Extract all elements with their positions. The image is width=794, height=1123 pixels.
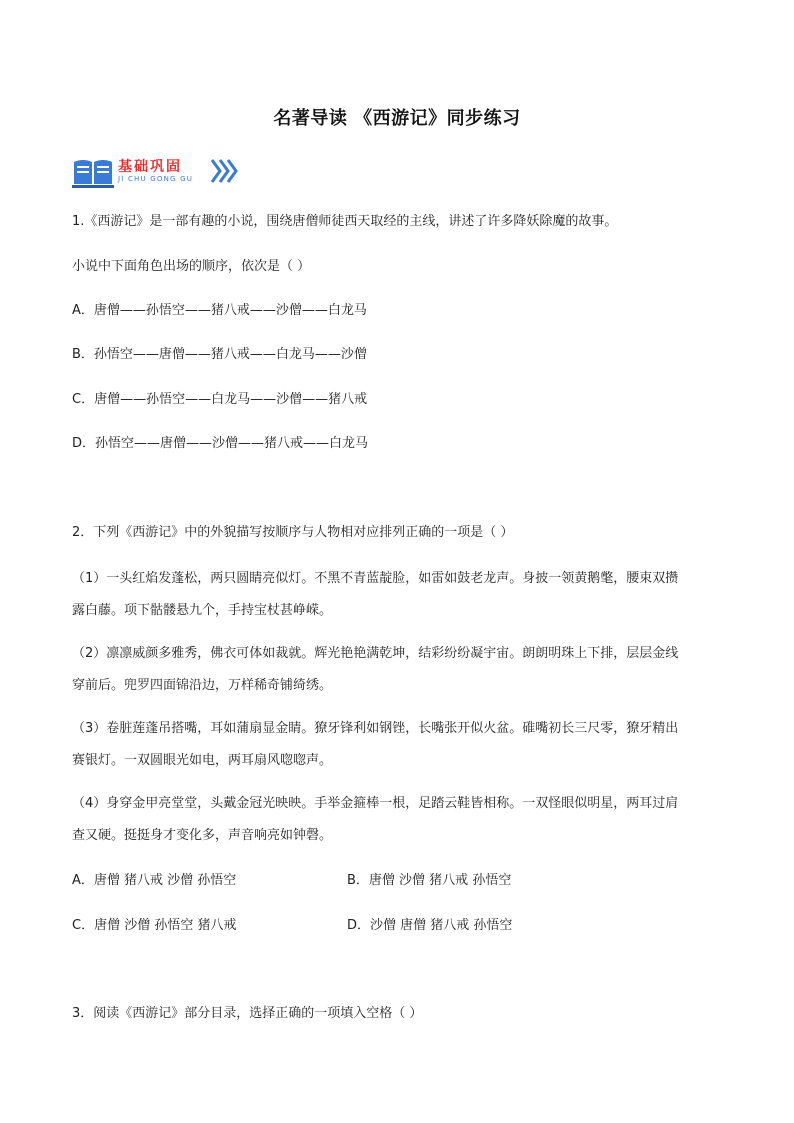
open-book-icon xyxy=(72,156,114,188)
q2-option-a: A．唐僧 猪八戒 沙僧 孙悟空 xyxy=(72,873,237,888)
chevron-right-icon xyxy=(210,158,238,184)
q2-passage-4-line-1: （4）身穿金甲亮堂堂，头戴金冠光映映。手举金箍棒一根，足踏云鞋皆相称。一双怪眼似明星，两耳过肩 xyxy=(72,796,679,811)
q1-option-a: A．唐僧——孙悟空——猪八戒——沙僧——白龙马 xyxy=(72,303,367,318)
q1-prompt: 小说中下面角色出场的顺序，依次是（ ） xyxy=(72,259,311,274)
q2-passage-2-line-2: 穿前后。兜罗四面锦沿边，万样稀奇铺绮绣。 xyxy=(72,678,333,693)
section-badge xyxy=(72,154,242,190)
q2-option-d: D．沙僧 唐僧 猪八戒 孙悟空 xyxy=(347,918,513,933)
q2-passage-1-line-1: （1）一头红焰发蓬松，两只圆睛亮似灯。不黑不青蓝靛脸，如雷如鼓老龙声。身披一领黄鹅氅，腰束双攒 xyxy=(72,571,679,586)
q2-option-b: B．唐僧 沙僧 猪八戒 孙悟空 xyxy=(347,873,512,888)
q1-option-b: B．孙悟空——唐僧——猪八戒——白龙马——沙僧 xyxy=(72,347,367,362)
q2-passage-1-line-2: 露白藤。项下骷髅悬九个，手持宝杖甚峥嵘。 xyxy=(72,603,333,618)
q1-stem: 1.《西游记》是一部有趣的小说，围绕唐僧师徒西天取经的主线，讲述了许多降妖除魔的故事。 xyxy=(72,214,618,229)
q2-option-c: C．唐僧 沙僧 孙悟空 猪八戒 xyxy=(72,918,237,933)
q2-passage-3-line-1: （3）卷脏莲蓬吊搭嘴，耳如蒲扇显金睛。獠牙锋利如钢锉，长嘴张开似火盆。碓嘴初长三尺零，獠牙精出 xyxy=(72,721,679,736)
q2-passage-4-line-2: 查又硬。挺挺身才变化多，声音响亮如钟磬。 xyxy=(72,828,333,843)
section-title: 基础巩固 xyxy=(118,159,182,175)
q3-stem: 3．阅读《西游记》部分目录，选择正确的一项填入空格（ ） xyxy=(72,1006,423,1021)
q2-passage-3-line-2: 赛银灯。一双圆眼光如电，两耳扇风唿唿声。 xyxy=(72,753,333,768)
page-title: 名著导读 《西游记》同步练习 xyxy=(273,108,521,129)
q1-option-d: D．孙悟空——唐僧——沙僧——猪八戒——白龙马 xyxy=(72,436,369,451)
q1-option-c: C．唐僧——孙悟空——白龙马——沙僧——猪八戒 xyxy=(72,392,368,407)
q2-stem: 2．下列《西游记》中的外貌描写按顺序与人物相对应排列正确的一项是（ ） xyxy=(72,525,514,540)
q2-passage-2-line-1: （2）凛凛威颜多雅秀，佛衣可体如裁就。辉光艳艳满乾坤，结彩纷纷凝宇宙。朗朗明珠上下排，层层金线 xyxy=(72,646,679,661)
section-subtitle: JI CHU GONG GU xyxy=(118,175,194,183)
